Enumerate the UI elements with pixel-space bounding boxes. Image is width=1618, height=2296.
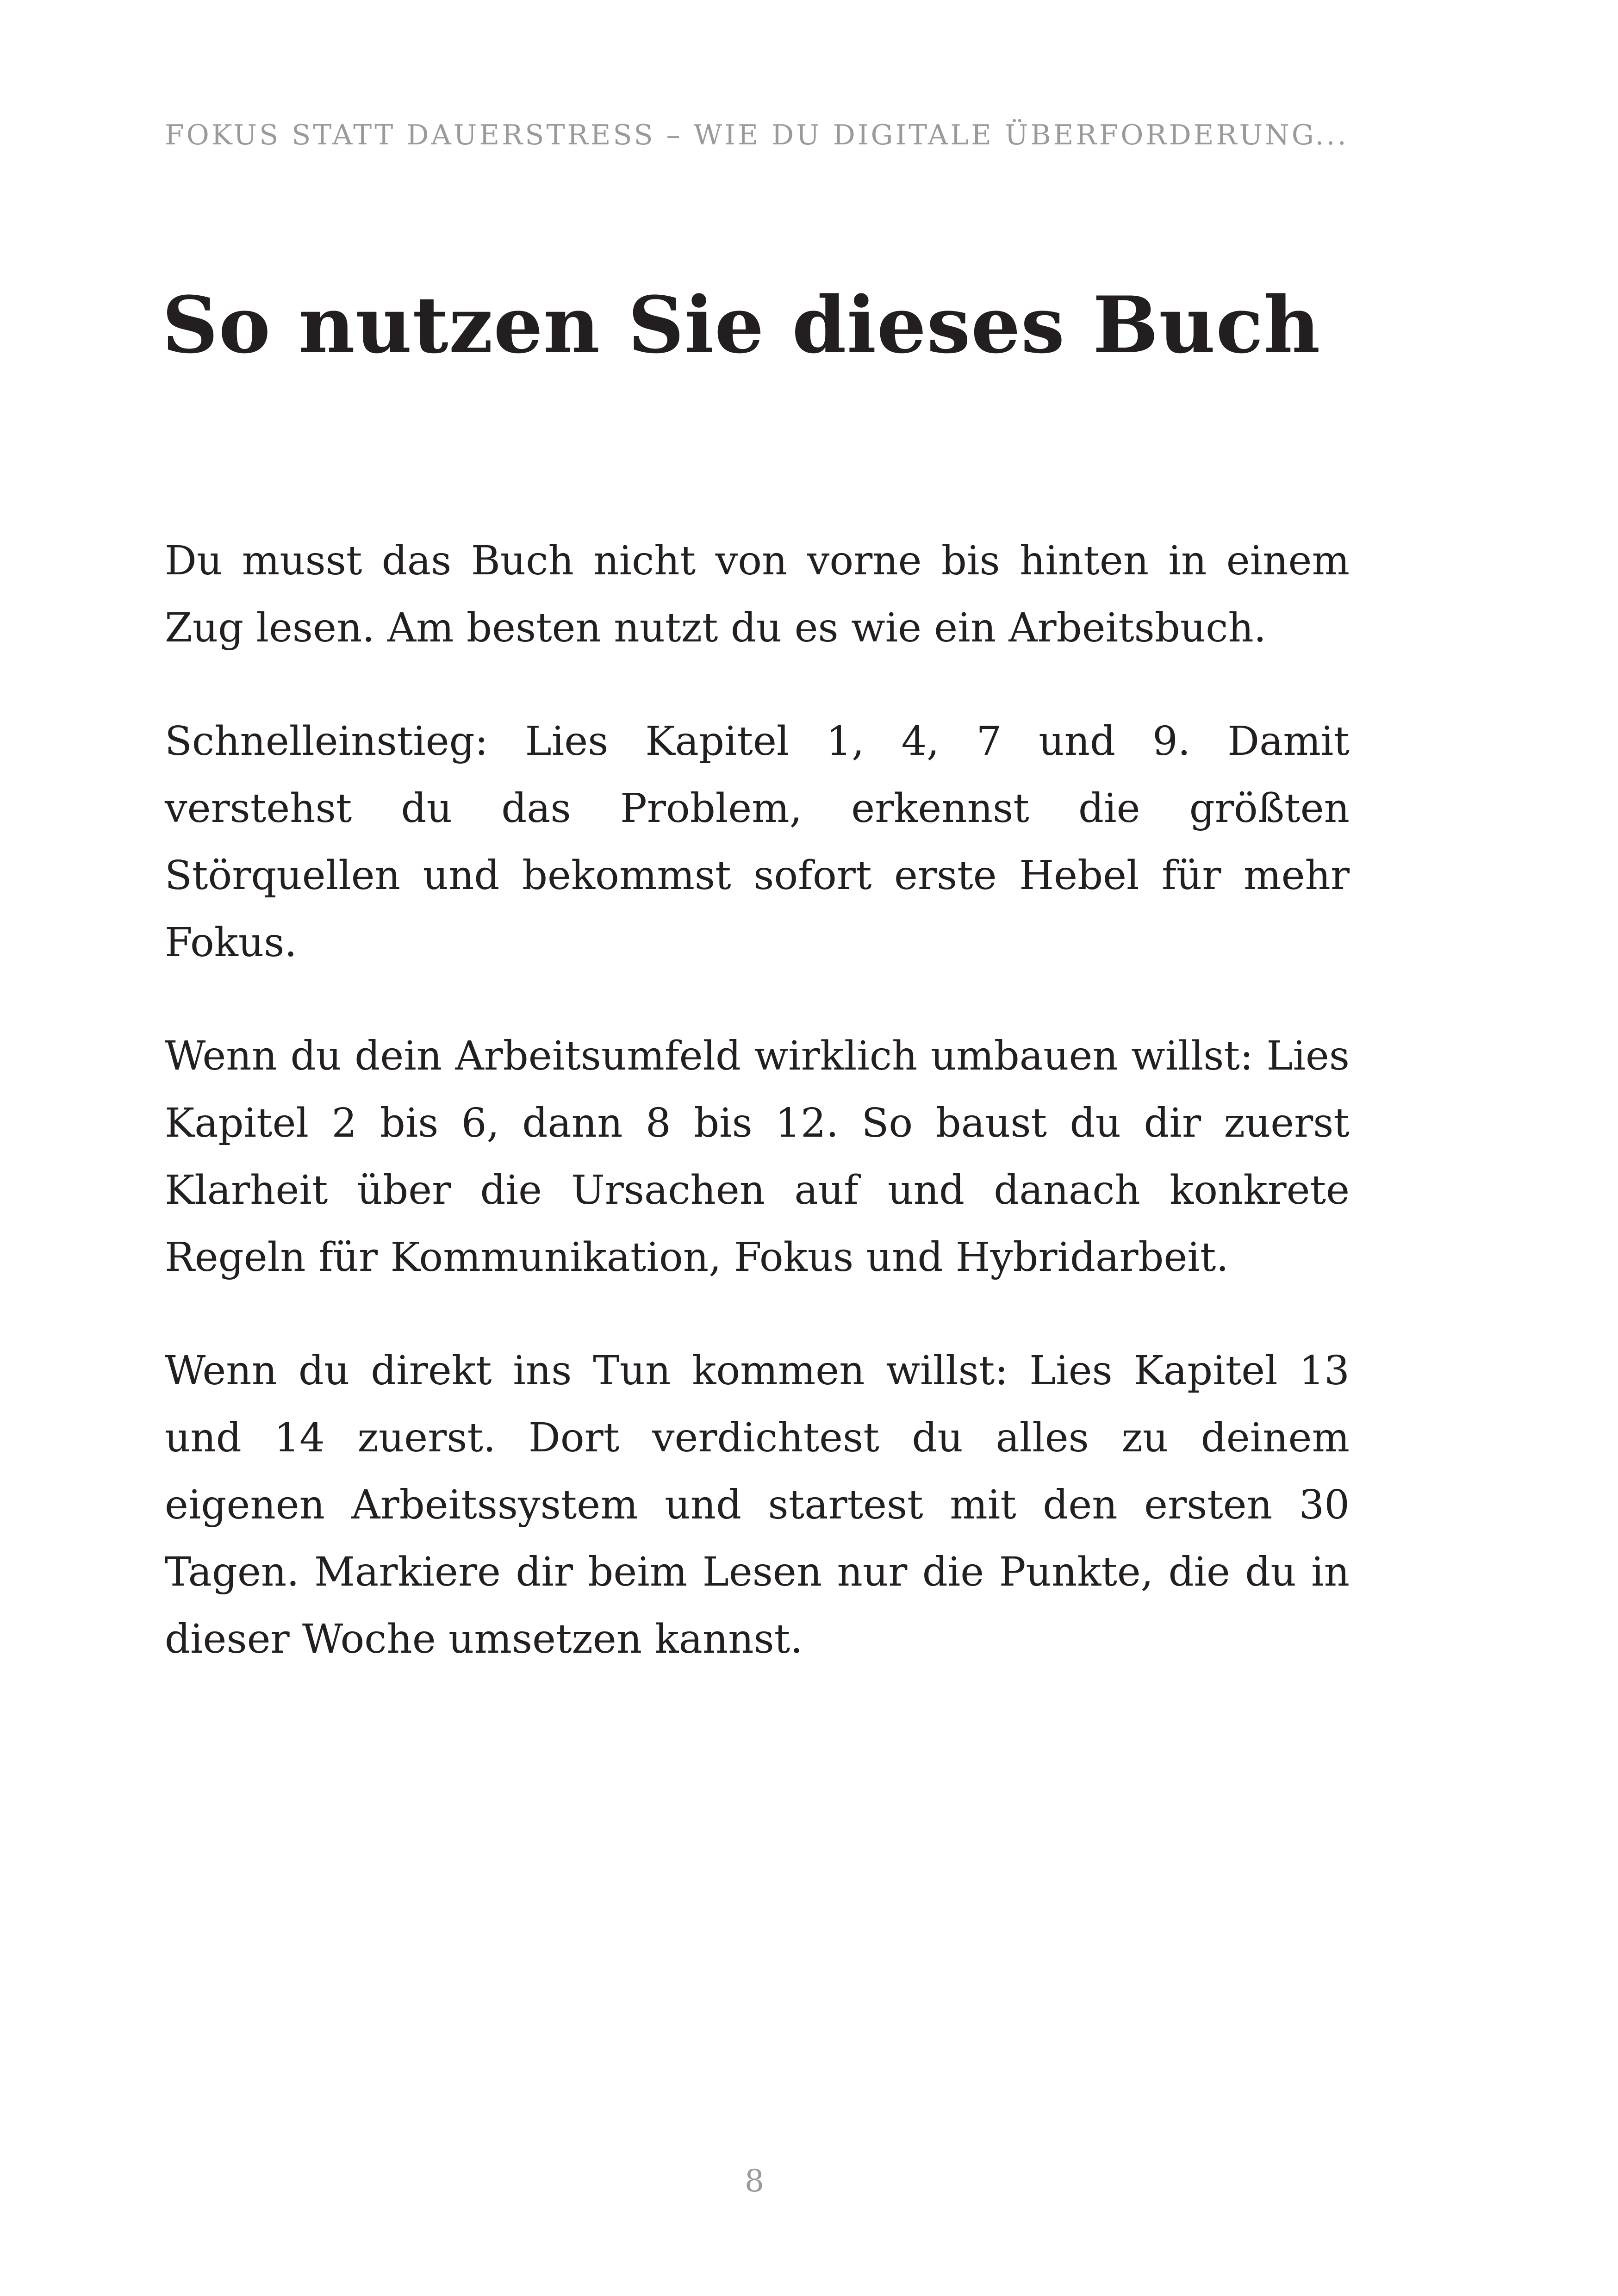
paragraph-action: Wenn du direkt ins Tun kommen willst: Lies Kapitel 13 und 14 zuerst. Dort verdichtest du alles zu deinem eigenen Arbeitssystem und startest mit den ersten 30 Tagen. Markiere dir beim Lesen nur die Punkte, die du in dieser Woche umsetzen kannst. <box>165 1348 1350 1662</box>
running-header: FOKUS STATT DAUERSTRESS – WIE DU DIGITALE ÜBERFORDERUNG... <box>165 119 1349 151</box>
paragraph-intro: Du musst das Buch nicht von vorne bis hinten in einem Zug lesen. Am besten nutzt du es wie ein Arbeitsbuch. <box>165 538 1350 651</box>
paragraph-restructure: Wenn du dein Arbeitsumfeld wirklich umbauen willst: Lies Kapitel 2 bis 6, dann 8 bis 12. So baust du dir zuerst Klarheit über die Ursachen auf und danach konkrete Regeln für Kommunikation, Fokus und Hybridarbeit. <box>165 1033 1350 1281</box>
chapter-title: So nutzen Sie dieses Buch <box>162 279 1321 371</box>
page-number: 8 <box>745 2163 764 2199</box>
body-text <box>165 528 1350 1719</box>
paragraph-quick-start: Schnelleinstieg: Lies Kapitel 1, 4, 7 und 9. Damit verstehst du das Problem, erkennst die größten Störquellen und bekommst sofort erste Hebel für mehr Fokus. <box>165 718 1350 966</box>
